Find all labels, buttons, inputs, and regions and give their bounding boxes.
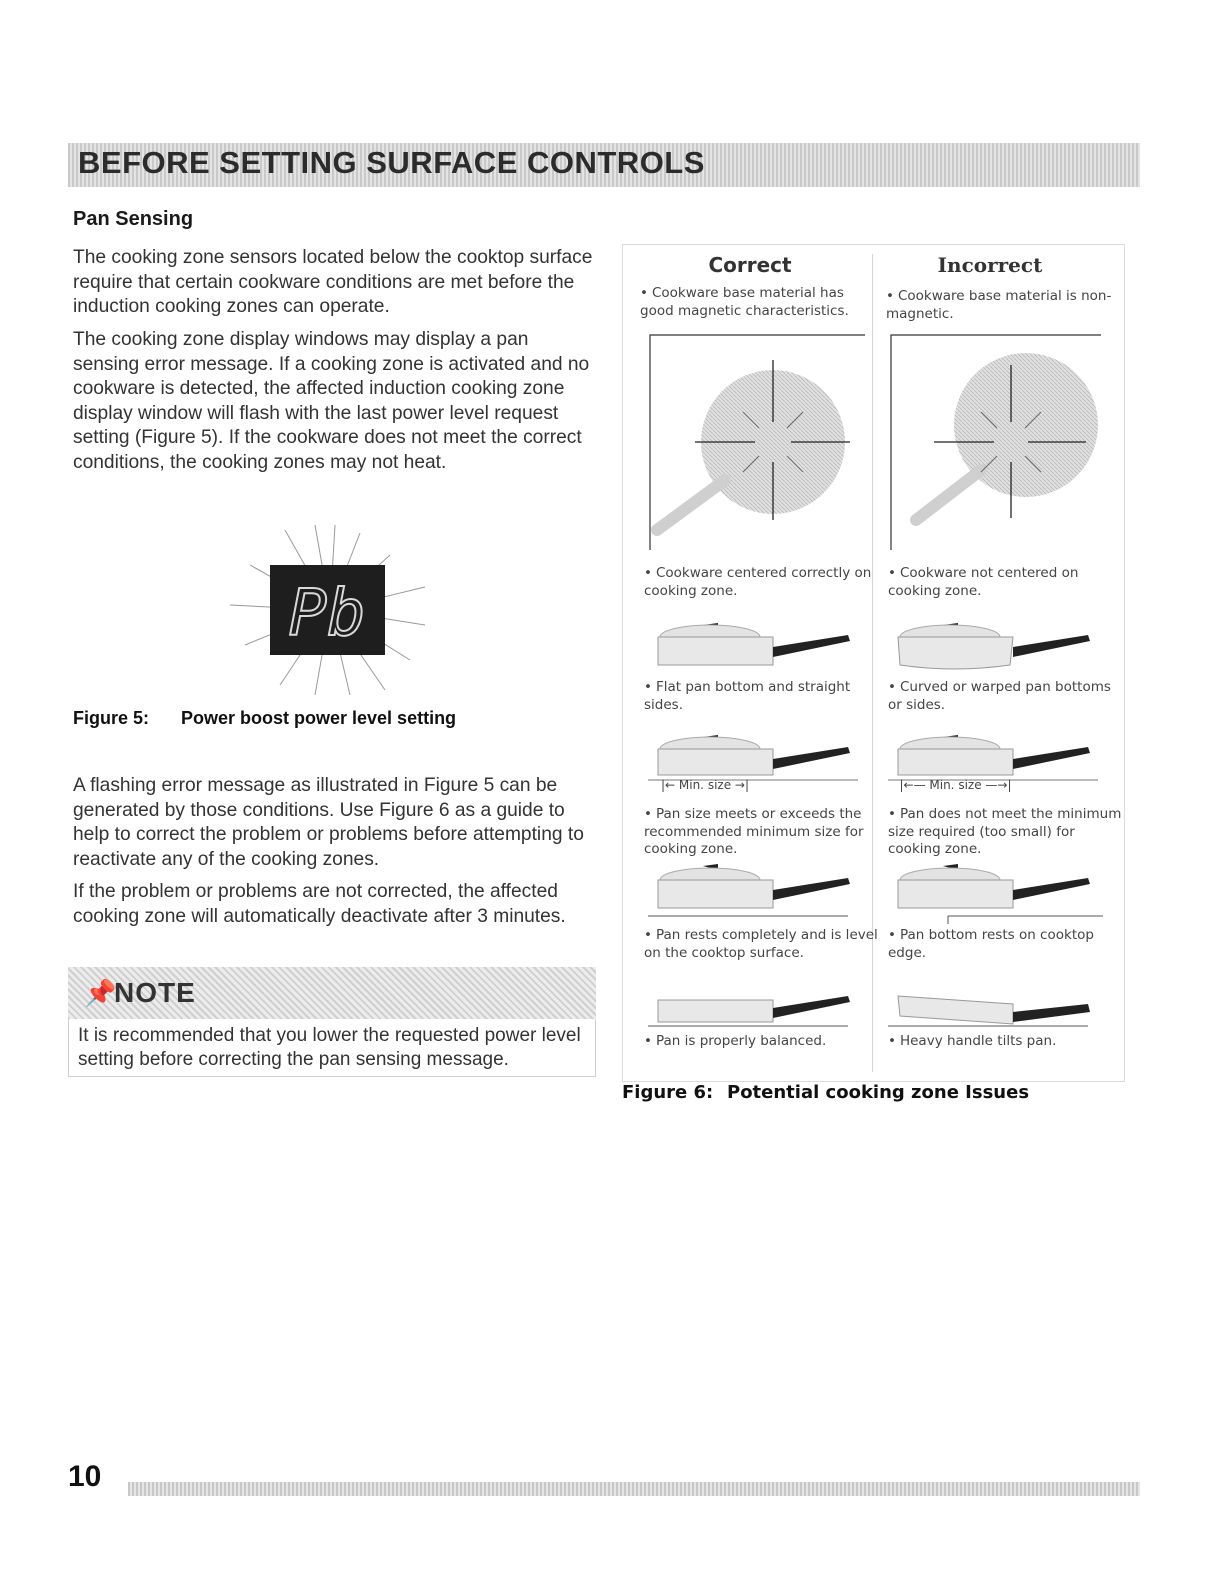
edge-pan-illustration xyxy=(888,862,1103,924)
incorrect-caption-4: • Pan does not meet the minimum size required (too small) for cooking zone. xyxy=(888,806,1122,857)
correct-caption-6: • Pan is properly balanced. xyxy=(644,1033,827,1049)
pushpin-icon: 📌 xyxy=(84,978,117,1008)
tilted-pan-illustration xyxy=(888,990,1098,1030)
correct-caption-4: • Pan size meets or exceeds the recommended minimum size for cooking zone. xyxy=(644,806,864,857)
correct-caption-5: • Pan rests completely and is level on the cooktop surface. xyxy=(644,927,878,961)
page-number: 10 xyxy=(68,1460,102,1493)
figure5-caption xyxy=(73,708,456,729)
figure6-caption xyxy=(622,1082,1029,1103)
pan-sensing-heading: Pan Sensing xyxy=(73,208,194,230)
paragraph-sensors: The cooking zone sensors located below the cooktop surface require that certain cookware conditions are met before the induction cooking zones can operate. xyxy=(73,247,593,317)
flat-pan-illustration xyxy=(648,615,858,675)
correct-caption-2: • Cookware centered correctly on cooking zone. xyxy=(644,565,872,599)
min-size-label-correct: |← Min. size →| xyxy=(660,778,750,792)
incorrect-caption-6: • Heavy handle tilts pan. xyxy=(888,1033,1057,1049)
incorrect-caption-3: • Curved or warped pan bottoms or sides. xyxy=(888,679,1111,713)
correct-caption-3: • Flat pan bottom and straight sides. xyxy=(644,679,851,713)
figure6-title: Potential cooking zone Issues xyxy=(727,1082,1030,1103)
pb-display-illustration xyxy=(225,525,435,695)
pb-display-text: Pb xyxy=(288,577,366,651)
incorrect-caption-5: • Pan bottom rests on cooktop edge. xyxy=(888,927,1094,961)
footer-band xyxy=(128,1482,1140,1496)
figure5-title: Power boost power level setting xyxy=(181,708,457,728)
incorrect-caption-1: • Cookware base material is non-magnetic. xyxy=(886,288,1112,322)
warped-pan-illustration xyxy=(888,615,1098,675)
note-text: It is recommended that you lower the requested power level setting before correcting the pan sensing message. xyxy=(78,1025,581,1070)
off-center-pan-illustration xyxy=(886,330,1111,555)
correct-heading: Correct xyxy=(708,253,792,277)
paragraph-display: The cooking zone display windows may display a pan sensing error message. If a cooking zone is activated and no cookware is detected, the affected induction cooking zone display window will flash with the last power level request setting (Figure 5). If the cookware does not meet the correct conditions, the cooking zones may not heat. xyxy=(73,329,590,473)
figure6-number: Figure 6: xyxy=(622,1082,714,1103)
level-pan-illustration xyxy=(648,862,858,924)
correct-caption-1: • Cookware base material has good magnetic characteristics. xyxy=(640,285,849,319)
figure5-number: Figure 5: xyxy=(73,708,150,728)
incorrect-heading: Incorrect xyxy=(937,253,1043,277)
incorrect-caption-2: • Cookware not centered on cooking zone. xyxy=(888,565,1079,599)
min-size-label-incorrect: |←— Min. size —→| xyxy=(899,778,1012,792)
balanced-pan-illustration xyxy=(648,990,858,1030)
centered-pan-illustration xyxy=(645,330,870,555)
note-label: NOTE xyxy=(114,977,196,1008)
paragraph-flashing-error: A flashing error message as illustrated in Figure 5 can be generated by those conditions. Use Figure 6 as a guide to help to correct the problem or problems before attempting to reactivate any of the cooking zones. xyxy=(73,775,584,870)
paragraph-deactivate: If the problem or problems are not corrected, the affected cooking zone will automatically deactivate after 3 minutes. xyxy=(73,881,566,927)
section-title: BEFORE SETTING SURFACE CONTROLS xyxy=(78,145,705,180)
